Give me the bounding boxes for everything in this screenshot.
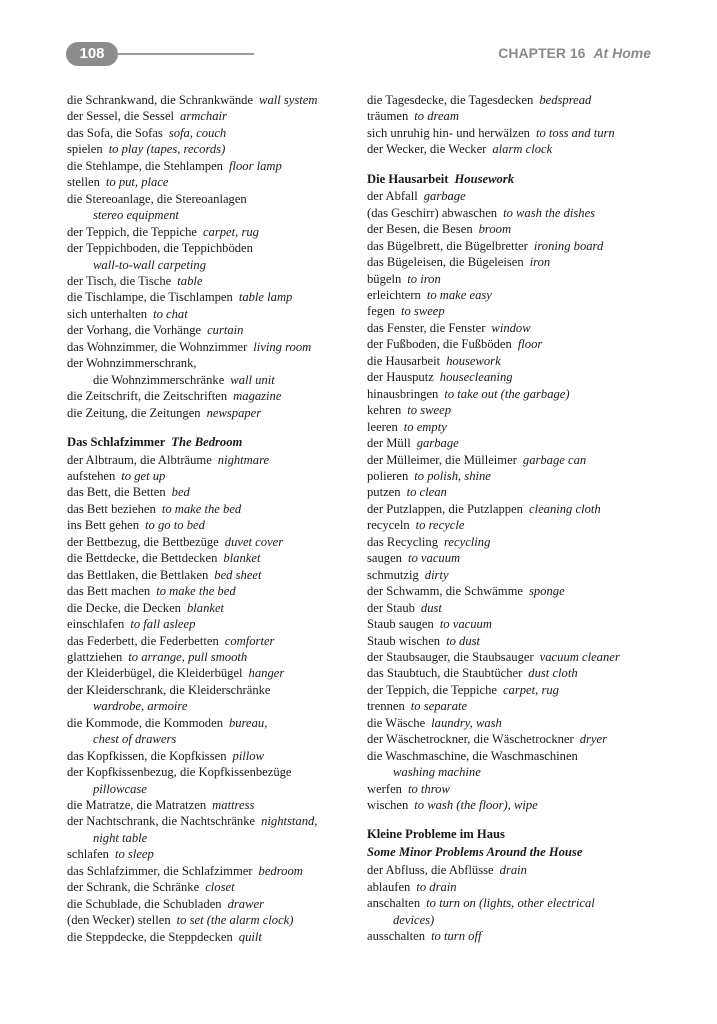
german-term: stellen [67, 175, 100, 190]
german-term: einschlafen [67, 617, 125, 632]
vocab-entry [67, 863, 357, 879]
german-term: fegen [367, 304, 395, 319]
german-term: der Albtraum, die Albträume [67, 452, 212, 467]
vocab-entry [67, 534, 357, 550]
vocab-entry [367, 468, 667, 484]
vocab-entry [367, 435, 667, 451]
german-term: aufstehen [67, 468, 116, 483]
german-term: der Hausputz [367, 370, 434, 385]
section-heading-problems: Kleine Probleme im Haus [367, 827, 505, 842]
german-term: polieren [367, 468, 409, 483]
german-term: das Federbett, die Federbetten [67, 633, 219, 648]
vocab-entry [67, 896, 357, 912]
vocab-entry [367, 108, 667, 124]
english-translation-continued: pillowcase [93, 781, 147, 796]
vocab-entry [67, 813, 357, 846]
german-term: der Putzlappen, die Putzlappen [367, 501, 523, 516]
vocab-entry [367, 517, 667, 533]
english-translation: to polish, shine [414, 468, 491, 483]
english-translation: pillow [232, 748, 265, 763]
german-term: das Bettlaken, die Bettlaken [67, 567, 209, 582]
german-term: die Kommode, die Kommoden [67, 715, 223, 730]
german-term: der Bettbezug, die Bettbezüge [67, 534, 219, 549]
vocab-entry [367, 353, 667, 369]
english-translation: floor lamp [228, 158, 282, 173]
german-term: schlafen [67, 847, 109, 862]
vocab-entry [67, 339, 357, 355]
section-heading-de: Die Hausarbeit [367, 171, 449, 186]
english-translation: wall unit [230, 372, 275, 387]
german-term: erleichtern [367, 287, 421, 302]
german-term: der Müll [367, 436, 411, 451]
english-translation: armchair [180, 109, 227, 124]
vocab-entry [67, 141, 357, 157]
german-term: der Teppich, die Teppiche [367, 682, 497, 697]
english-translation: to make easy [426, 287, 492, 302]
german-term-continued-line [80, 372, 357, 388]
english-translation: dust cloth [528, 666, 578, 681]
chapter-label: CHAPTER 16 [498, 45, 586, 61]
german-term: spielen [67, 142, 103, 157]
english-translation: to clean [406, 485, 447, 500]
english-translation: table lamp [238, 290, 293, 305]
vocab-entry [367, 92, 667, 108]
english-translation: bureau, [229, 715, 268, 730]
german-term: der Mülleimer, die Mülleimer [367, 452, 517, 467]
german-term: der Abfluss, die Abflüsse [367, 863, 494, 878]
english-translation: nightstand, [261, 814, 318, 829]
vocab-entry [367, 287, 667, 303]
english-translation: bedspread [539, 93, 592, 107]
vocab-entry [367, 320, 667, 336]
english-translation: quilt [238, 929, 262, 944]
german-term: die Steppdecke, die Steppdecken [67, 929, 233, 944]
german-term: die Decke, die Decken [67, 600, 181, 615]
german-term: saugen [367, 551, 402, 566]
vocab-entry [367, 682, 667, 698]
german-term: das Bügeleisen, die Bügeleisen [367, 255, 524, 270]
vocab-entry [367, 698, 667, 714]
english-translation: sponge [528, 584, 565, 599]
vocab-entry [67, 649, 357, 665]
english-translation: to drain [416, 879, 457, 894]
page-number: 108 [66, 42, 118, 66]
english-translation: to dust [446, 633, 481, 648]
vocab-entry [367, 141, 667, 157]
english-translation: housecleaning [439, 370, 513, 385]
vocab-entry [67, 665, 357, 681]
german-term: glattziehen [67, 649, 123, 664]
english-translation: to empty [403, 419, 447, 434]
english-translation: blanket [223, 551, 261, 566]
living-room-list [67, 92, 357, 421]
english-translation: to take out (the garbage) [444, 386, 570, 401]
german-term: der Wecker, die Wecker [367, 142, 487, 157]
vocab-entry [67, 517, 357, 533]
german-term: bügeln [367, 271, 402, 286]
english-translation: newspaper [206, 405, 262, 420]
english-translation: drawer [227, 896, 264, 911]
english-translation: cleaning cloth [528, 501, 601, 516]
german-term: die Schrankwand, die Schrankwände [67, 93, 254, 107]
german-term: (das Geschirr) abwaschen [367, 205, 498, 220]
english-translation: dirty [424, 567, 449, 582]
vocab-entry [367, 665, 667, 681]
vocab-entry [367, 125, 667, 141]
vocab-entry [67, 289, 357, 305]
german-term: der Kleiderschrank, die Kleiderschränke [67, 682, 271, 697]
german-term: ausschalten [367, 929, 426, 944]
english-translation: ironing board [533, 238, 604, 253]
german-term: leeren [367, 419, 398, 434]
vocab-entry [67, 273, 357, 289]
english-translation: wall system [259, 93, 318, 107]
english-translation-continued: devices) [393, 912, 435, 927]
german-term: das Kopfkissen, die Kopfkissen [67, 748, 227, 763]
english-translation: dust [420, 600, 442, 615]
vocab-entry [367, 567, 667, 583]
english-translation: to play (tapes, records) [108, 142, 226, 157]
vocab-entry [367, 649, 667, 665]
german-term: ins Bett gehen [67, 518, 140, 533]
english-translation: bed sheet [214, 567, 262, 582]
english-translation: to make the bed [161, 501, 242, 516]
header-rule [116, 53, 254, 55]
vocab-entry [67, 846, 357, 862]
vocab-entry [367, 731, 667, 747]
vocab-entry [67, 240, 357, 273]
german-term: das Bügelbrett, die Bügelbretter [367, 238, 528, 253]
english-translation: sofa, couch [168, 125, 227, 140]
english-translation: to turn off [431, 929, 482, 944]
english-translation: recycling [444, 534, 491, 549]
german-term: der Besen, die Besen [367, 222, 473, 237]
german-term: schmutzig [367, 567, 419, 582]
german-term: der Abfall [367, 189, 418, 204]
english-translation: to vacuum [439, 617, 492, 632]
vocab-entry [367, 271, 667, 287]
german-term: trennen [367, 699, 405, 714]
vocab-entry [367, 895, 667, 928]
english-translation: to sleep [114, 847, 154, 862]
english-translation: floor [517, 337, 543, 352]
german-term: das Recycling [367, 534, 438, 549]
vocab-entry [367, 336, 667, 352]
german-term: der Vorhang, die Vorhänge [67, 323, 202, 338]
vocab-entry [67, 501, 357, 517]
german-term-continued: die Wohnzimmerschränke [93, 372, 225, 387]
german-term: der Kleiderbügel, die Kleiderbügel [67, 666, 243, 681]
english-translation: to chat [153, 306, 188, 321]
english-translation: to wash the dishes [503, 205, 596, 220]
vocab-entry [367, 238, 667, 254]
english-translation: alarm clock [492, 142, 553, 157]
english-translation: to separate [410, 699, 468, 714]
vocab-entry [367, 879, 667, 895]
english-translation: to wash (the floor), wipe [414, 798, 538, 813]
german-term: der Staub [367, 600, 415, 615]
english-translation: closet [205, 880, 235, 895]
vocab-entry [367, 781, 667, 797]
german-term: die Zeitschrift, die Zeitschriften [67, 389, 228, 404]
german-term: das Sofa, die Sofas [67, 125, 163, 140]
vocab-entry [367, 616, 667, 632]
vocab-entry [67, 306, 357, 322]
vocab-entry [67, 748, 357, 764]
english-translation: to dream [414, 109, 459, 124]
page-header [66, 40, 651, 68]
vocab-entry [67, 224, 357, 240]
german-term: der Staubsauger, die Staubsauger [367, 649, 534, 664]
vocab-entry [67, 879, 357, 895]
english-translation: garbage can [522, 452, 587, 467]
vocab-entry [67, 797, 357, 813]
english-translation: to arrange, pull smooth [128, 649, 248, 664]
vocab-entry [367, 452, 667, 468]
english-translation: duvet cover [224, 534, 284, 549]
english-translation: to toss and turn [535, 125, 615, 140]
vocab-entry [367, 633, 667, 649]
english-translation: hanger [248, 666, 285, 681]
english-translation: comforter [224, 633, 275, 648]
vocab-entry [367, 188, 667, 204]
vocab-entry [67, 158, 357, 174]
german-term: Staub saugen [367, 617, 434, 632]
vocab-entry [67, 484, 357, 500]
section-heading-de: Das Schlafzimmer [67, 435, 166, 450]
vocab-entry [367, 715, 667, 731]
vocab-entry [367, 205, 667, 221]
german-term: sich unruhig hin- und herwälzen [367, 125, 530, 140]
vocab-entry [367, 583, 667, 599]
german-term: anschalten [367, 896, 421, 911]
vocab-entry [67, 912, 357, 928]
german-term: Staub wischen [367, 633, 441, 648]
section-heading-en: The Bedroom [171, 435, 243, 450]
german-term: der Fußboden, die Fußböden [367, 337, 512, 352]
german-term: der Teppichboden, die Teppichböden [67, 241, 253, 256]
german-term: ablaufen [367, 879, 411, 894]
vocab-entry [67, 616, 357, 632]
vocab-entry [67, 92, 357, 108]
english-translation: to get up [121, 468, 166, 483]
english-translation: nightmare [217, 452, 270, 467]
vocab-entry [67, 682, 357, 715]
vocab-entry [67, 174, 357, 190]
german-term: wischen [367, 798, 409, 813]
english-translation: vacuum cleaner [539, 649, 620, 664]
vocab-entry [367, 550, 667, 566]
german-term: recyceln [367, 518, 410, 533]
section-heading-en: Housework [454, 171, 514, 186]
vocab-entry [367, 862, 667, 878]
vocab-entry [367, 484, 667, 500]
german-term: der Nachtschrank, die Nachtschränke [67, 814, 256, 829]
vocab-entry [367, 254, 667, 270]
vocab-entry [67, 715, 357, 748]
german-term: die Tischlampe, die Tischlampen [67, 290, 233, 305]
german-term: der Schwamm, die Schwämme [367, 584, 523, 599]
german-term: die Wäsche [367, 715, 426, 730]
german-term: hinausbringen [367, 386, 439, 401]
german-term: das Wohnzimmer, die Wohnzimmer [67, 339, 248, 354]
english-translation: drain [499, 863, 527, 878]
bedroom-continued-list [367, 92, 667, 158]
english-translation: table [177, 273, 203, 288]
english-translation: to fall asleep [130, 617, 196, 632]
bedroom-list [67, 452, 357, 946]
english-translation: garbage [416, 436, 459, 451]
vocab-entry [67, 550, 357, 566]
german-term: die Hausarbeit [367, 353, 441, 368]
vocab-entry [367, 534, 667, 550]
german-term: putzen [367, 485, 401, 500]
german-term: der Kopfkissenbezug, die Kopfkissenbezüge [67, 765, 292, 780]
section-heading-housework [367, 171, 667, 187]
housework-list [367, 188, 667, 813]
german-term: (den Wecker) stellen [67, 913, 171, 928]
german-term: der Sessel, die Sessel [67, 109, 175, 124]
english-translation-continued: wardrobe, armoire [93, 699, 188, 714]
german-term: der Schrank, die Schränke [67, 880, 200, 895]
german-term: das Schlafzimmer, die Schlafzimmer [67, 863, 253, 878]
vocab-entry [367, 748, 667, 781]
english-translation: to turn on (lights, other electrical [426, 896, 595, 911]
german-term: das Bett beziehen [67, 501, 156, 516]
german-term: die Tagesdecke, die Tagesdecken [367, 93, 534, 107]
english-translation-continued: chest of drawers [93, 732, 177, 747]
english-translation: housework [446, 353, 501, 368]
vocab-entry [367, 600, 667, 616]
vocab-entry [67, 125, 357, 141]
section-heading-bedroom [67, 434, 357, 450]
german-term: der Wohnzimmerschrank, [67, 356, 197, 371]
english-translation: dryer [579, 732, 608, 747]
section-subheading-problems: Some Minor Problems Around the House [367, 844, 583, 859]
german-term: die Matratze, die Matratzen [67, 798, 207, 813]
english-translation: living room [253, 339, 312, 354]
english-translation: to make the bed [156, 584, 236, 599]
left-column [67, 92, 357, 945]
vocab-entry [67, 452, 357, 468]
vocab-entry [367, 402, 667, 418]
german-term: die Stehlampe, die Stehlampen [67, 158, 223, 173]
english-translation: mattress [212, 798, 255, 813]
chapter-heading [498, 45, 651, 61]
vocab-entry [367, 386, 667, 402]
vocab-entry [67, 583, 357, 599]
vocab-entry [67, 468, 357, 484]
english-translation: to vacuum [407, 551, 461, 566]
english-translation: window [491, 320, 531, 335]
english-translation: laundry, wash [431, 715, 502, 730]
english-translation: carpet, rug [202, 224, 259, 239]
vocab-entry [67, 633, 357, 649]
english-translation: broom [478, 222, 512, 237]
problems-list [367, 862, 667, 944]
english-translation-continued: night table [93, 830, 148, 845]
german-term: das Bett machen [67, 584, 151, 599]
german-term: die Schublade, die Schubladen [67, 896, 222, 911]
vocab-entry [367, 928, 667, 944]
vocab-entry [67, 191, 357, 224]
german-term: der Tisch, die Tische [67, 273, 172, 288]
vocab-entry [367, 369, 667, 385]
english-translation: bed [171, 485, 190, 500]
english-translation: iron [529, 255, 551, 270]
english-translation: to sweep [407, 403, 451, 418]
german-term: kehren [367, 403, 402, 418]
german-term: sich unterhalten [67, 306, 148, 321]
english-translation: magazine [233, 389, 282, 404]
german-term: werfen [367, 781, 402, 796]
vocab-entry [367, 501, 667, 517]
german-term: der Wäschetrockner, die Wäschetrockner [367, 732, 574, 747]
english-translation-continued: washing machine [393, 765, 481, 780]
vocab-entry [67, 600, 357, 616]
vocab-entry [367, 419, 667, 435]
chapter-title: At Home [593, 45, 651, 61]
vocab-entry [67, 764, 357, 797]
german-term: die Waschmaschine, die Waschmaschinen [367, 748, 578, 763]
english-translation: to throw [407, 781, 450, 796]
vocab-entry [67, 388, 357, 404]
english-translation-continued: stereo equipment [93, 208, 179, 223]
english-translation: to go to bed [145, 518, 205, 533]
vocab-entry [67, 929, 357, 945]
german-term: die Stereoanlage, die Stereoanlagen [67, 191, 247, 206]
german-term: die Bettdecke, die Bettdecken [67, 551, 218, 566]
vocab-entry [367, 797, 667, 813]
vocab-entry [67, 108, 357, 124]
english-translation: to recycle [415, 518, 465, 533]
english-translation: carpet, rug [502, 682, 559, 697]
english-translation: blanket [186, 600, 225, 615]
english-translation: to put, place [105, 175, 169, 190]
vocab-entry [367, 303, 667, 319]
english-translation: to set (the alarm clock) [176, 913, 294, 928]
english-translation: curtain [207, 323, 244, 338]
english-translation-continued: wall-to-wall carpeting [93, 257, 206, 272]
right-column [367, 92, 667, 945]
english-translation: to iron [407, 271, 441, 286]
german-term: träumen [367, 109, 409, 124]
vocab-entry [67, 567, 357, 583]
vocab-entry [67, 405, 357, 421]
german-term: der Teppich, die Teppiche [67, 224, 197, 239]
vocab-entry [367, 221, 667, 237]
english-translation: garbage [423, 189, 466, 204]
english-translation: bedroom [258, 863, 303, 878]
german-term: die Zeitung, die Zeitungen [67, 405, 201, 420]
german-term: das Fenster, die Fenster [367, 320, 486, 335]
german-term: das Bett, die Betten [67, 485, 166, 500]
german-term: das Staubtuch, die Staubtücher [367, 666, 523, 681]
english-translation: to sweep [400, 304, 445, 319]
vocab-entry [67, 355, 357, 388]
vocab-entry [67, 322, 357, 338]
